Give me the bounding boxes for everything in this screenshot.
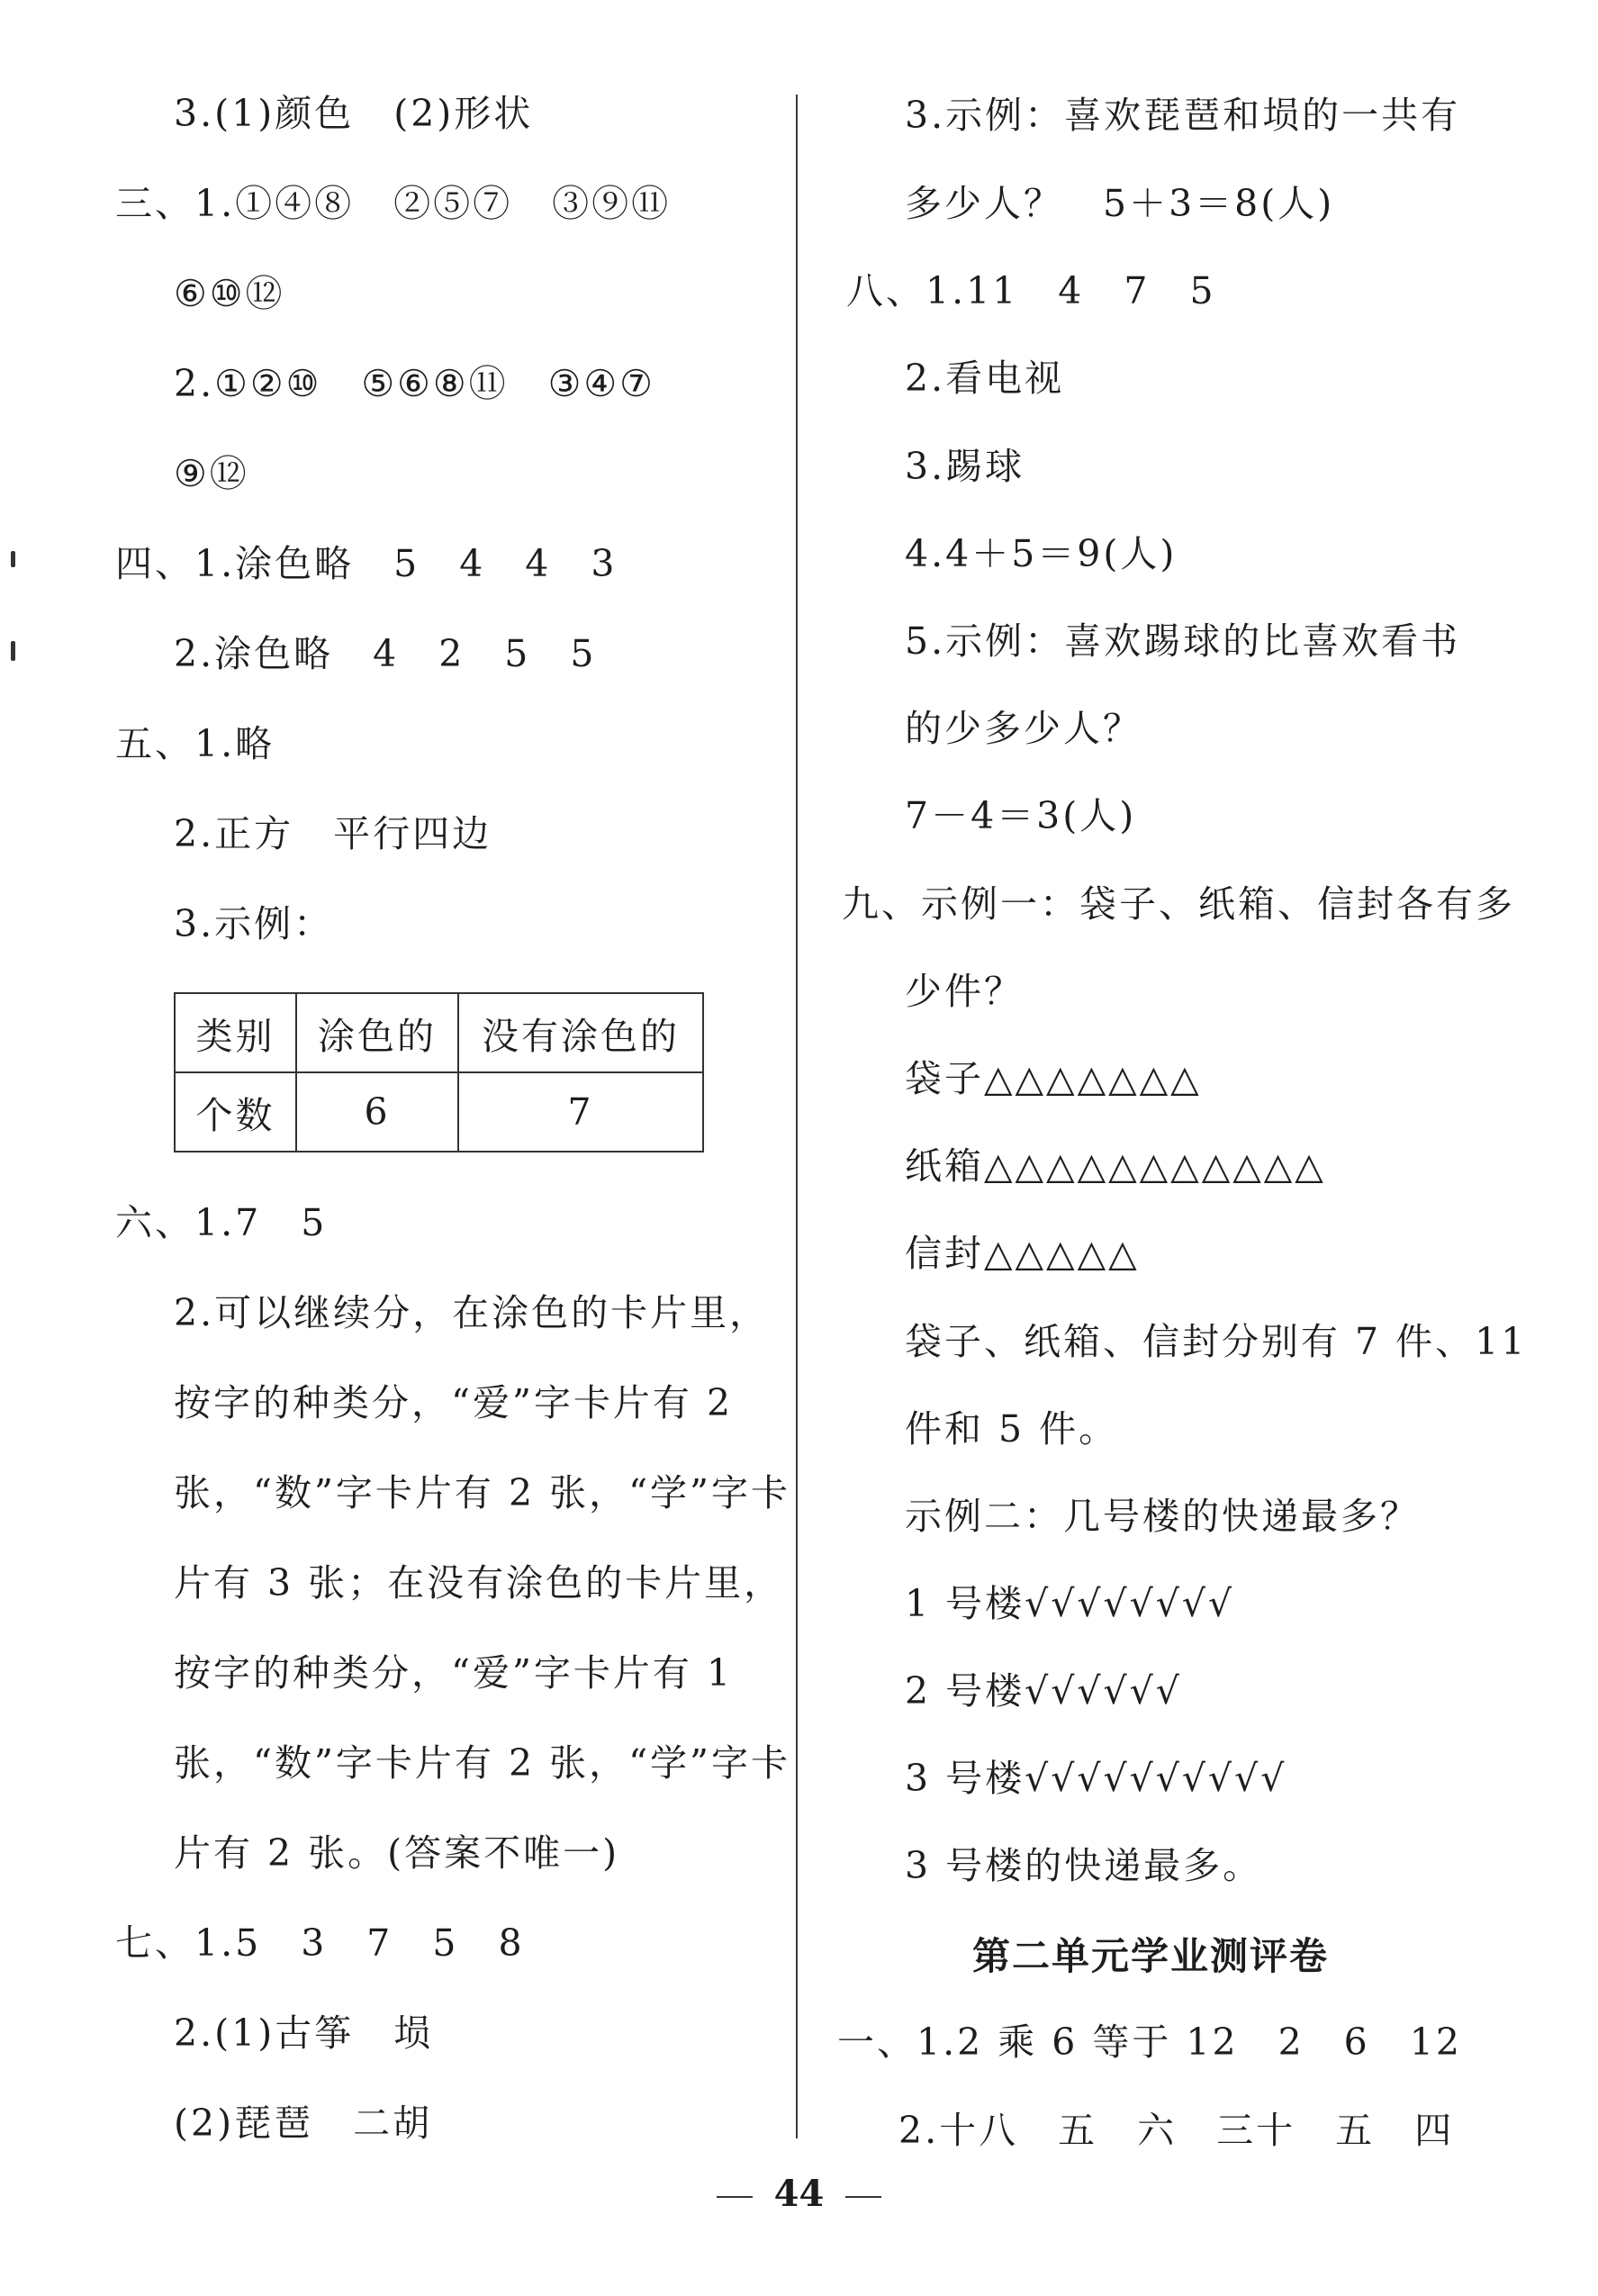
answer-line: 少件？ — [905, 970, 1024, 1013]
section-heading: 第二单元学业测评卷 — [972, 1934, 1330, 1978]
answer-line: 4.4＋5＝9(人) — [905, 532, 1178, 575]
table-row — [175, 1072, 703, 1152]
answer-line: 按字的种类分，“爱”字卡片有 1 — [174, 1651, 734, 1695]
table-header-row — [175, 993, 703, 1072]
answer-line: 2.看电视 — [905, 357, 1065, 400]
answer-line: 3 号楼√√√√√√√√√√ — [905, 1757, 1287, 1800]
answer-line: 三、1.①④⑧ ②⑤⑦ ③⑨⑪ — [115, 182, 672, 225]
answer-line: 张，“数”字卡片有 2 张，“学”字卡 — [174, 1471, 790, 1514]
answer-line: 3.(1)颜色 (2)形状 — [174, 92, 534, 135]
answer-line: 按字的种类分，“爱”字卡片有 2 — [174, 1381, 734, 1424]
answer-line: 2.可以继续分，在涂色的卡片里， — [174, 1291, 770, 1334]
answer-line: 2 号楼√√√√√√ — [905, 1669, 1182, 1713]
answer-line: 六、1.7 5 — [115, 1201, 328, 1244]
answer-line: 3.示例： — [174, 902, 334, 945]
answer-line: 信封△△△△△ — [905, 1232, 1140, 1275]
page-number — [0, 2173, 1598, 2215]
answer-line: 片有 3 张；在没有涂色的卡片里， — [174, 1561, 784, 1604]
answer-line: 3.踢球 — [905, 445, 1025, 488]
answer-line: 张，“数”字卡片有 2 张，“学”字卡 — [174, 1741, 790, 1785]
column-divider — [796, 95, 798, 2138]
answer-line: 七、1.5 3 7 5 8 — [115, 1921, 525, 1965]
answer-line: 袋子、纸箱、信封分别有 7 件、11 — [905, 1320, 1528, 1363]
answer-line: 片有 2 张。(答案不唯一) — [174, 1831, 620, 1875]
answer-line: 八、1.11 4 7 5 — [846, 269, 1216, 312]
answer-line: 2.涂色略 4 2 5 5 — [174, 632, 597, 675]
answer-line: 2.(1)古筝 埙 — [174, 2011, 434, 2055]
answer-line: 5.示例：喜欢踢球的比喜欢看书 — [905, 619, 1461, 663]
answer-line: 五、1.略 — [115, 722, 275, 765]
answer-table — [174, 992, 704, 1153]
answer-line: 一、1.2 乘 6 等于 12 2 6 12 — [837, 2020, 1462, 2064]
answer-line: 多少人？ 5＋3＝8(人) — [905, 182, 1335, 225]
answer-line: 2.正方 平行四边 — [174, 812, 492, 855]
answer-line: 2.十八 五 六 三十 五 四 — [898, 2109, 1455, 2152]
table-cell: 没有涂色的 — [458, 993, 703, 1072]
table-cell: 个数 — [175, 1072, 296, 1152]
page-number-dash — [845, 2196, 881, 2198]
table-cell: 6 — [296, 1072, 458, 1152]
table-cell: 类别 — [175, 993, 296, 1072]
table-cell: 7 — [458, 1072, 703, 1152]
answer-line: 3 号楼的快递最多。 — [905, 1844, 1263, 1887]
answer-line: 九、示例一：袋子、纸箱、信封各有多 — [842, 882, 1515, 926]
page-number-dash — [717, 2196, 753, 2198]
answer-line: 四、1.涂色略 5 4 4 3 — [115, 542, 618, 585]
answer-line: 3.示例：喜欢琵琶和埙的一共有 — [905, 94, 1461, 137]
answer-line: (2)琵琶 二胡 — [174, 2102, 433, 2145]
answer-line: ⑨⑫ — [174, 452, 249, 495]
scan-mark — [11, 551, 15, 567]
answer-line: 2.①②⑩ ⑤⑥⑧⑪ ③④⑦ — [174, 362, 655, 405]
scan-mark — [11, 641, 15, 661]
answer-line: 1 号楼√√√√√√√√ — [905, 1582, 1235, 1625]
answer-line: 袋子△△△△△△△ — [905, 1057, 1202, 1100]
answer-line: 纸箱△△△△△△△△△△△ — [905, 1144, 1326, 1188]
answer-line: 示例二：几号楼的快递最多？ — [905, 1495, 1420, 1538]
answer-line: ⑥⑩⑫ — [174, 272, 285, 315]
table-cell: 涂色的 — [296, 993, 458, 1072]
page-number-text: 44 — [773, 2173, 825, 2215]
answer-line: 的少多少人？ — [905, 707, 1142, 750]
answer-line: 7－4＝3(人) — [905, 794, 1137, 837]
answer-line: 件和 5 件。 — [905, 1407, 1119, 1451]
